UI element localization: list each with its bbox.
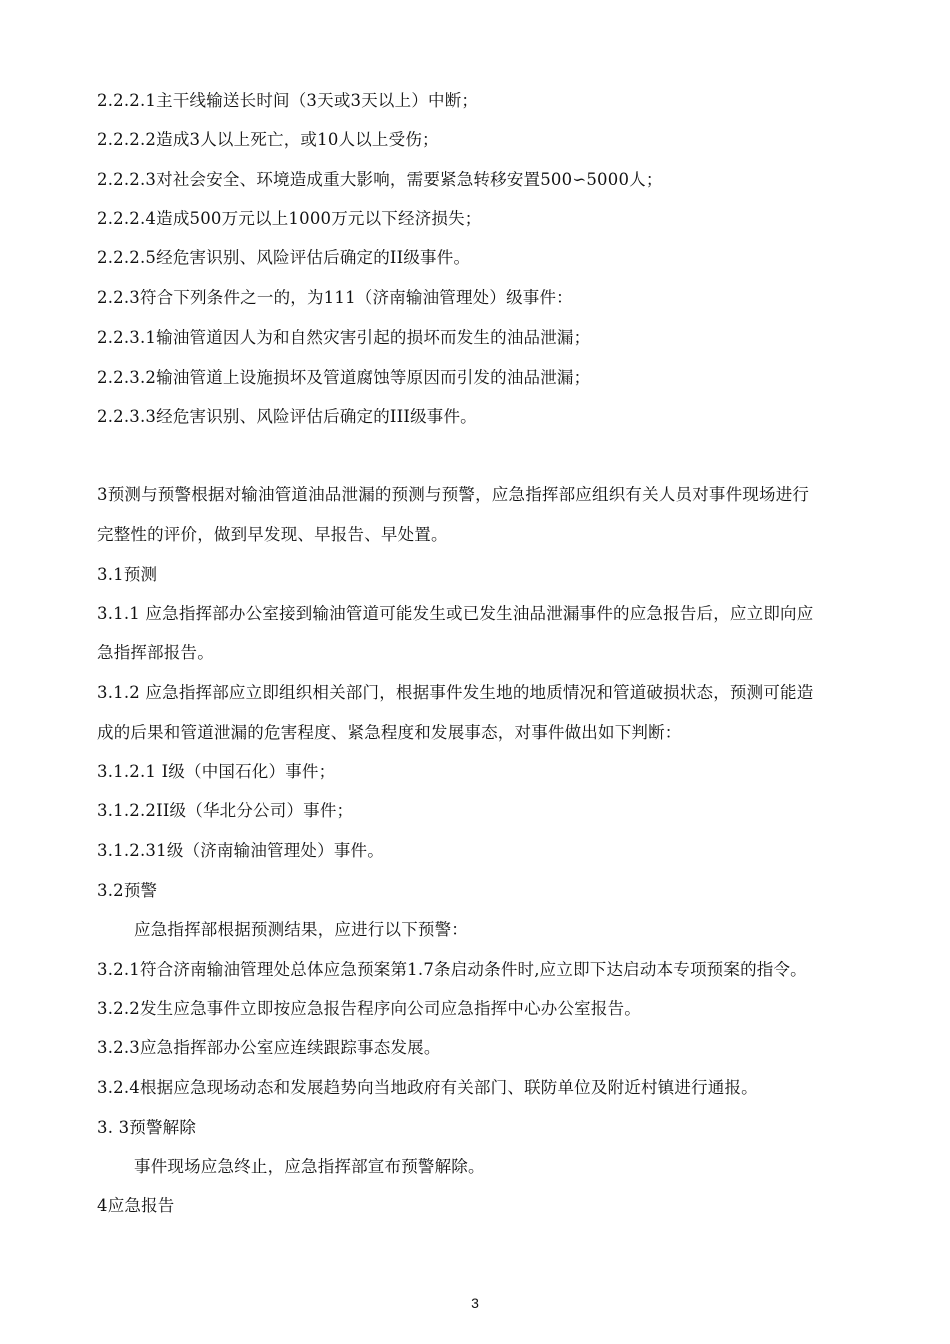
- text-line: 3预测与预警根据对输油管道油品泄漏的预测与预警，应急指挥部应组织有关人员对事件现场进行: [97, 485, 810, 504]
- text-line: 2.2.2.4造成500万元以上1000万元以下经济损失；: [97, 209, 482, 228]
- text-line: 3.1.1 应急指挥部办公室接到输油管道可能发生或已发生油品泄漏事件的应急报告后，应立即向应: [97, 604, 814, 623]
- text-line: 完整性的评价，做到早发现、早报告、早处置。: [97, 525, 448, 544]
- text-line: 3.2.1符合济南输油管理处总体应急预案第1.7条启动条件时,应立即下达启动本专项预案的指令。: [97, 960, 807, 979]
- text-line: 2.2.2.3对社会安全、环境造成重大影响，需要紧急转移安置500∽5000人；: [97, 170, 663, 189]
- text-line: 3.1.2 应急指挥部应立即组织相关部门，根据事件发生地的地质情况和管道破损状态，预测可能造: [97, 683, 814, 702]
- text-line: 2.2.2.2造成3人以上死亡，或10人以上受伤；: [97, 130, 439, 149]
- text-line: 3.2.4根据应急现场动态和发展趋势向当地政府有关部门、联防单位及附近村镇进行通报。: [97, 1078, 758, 1097]
- text-line: 2.2.3.3经危害识别、风险评估后确定的III级事件。: [97, 407, 477, 426]
- text-line: 2.2.2.5经危害识别、风险评估后确定的II级事件。: [97, 248, 471, 267]
- section-heading: 3. 3预警解除: [97, 1118, 197, 1137]
- section-heading: 3.2预警: [97, 881, 158, 900]
- text-line: 应急指挥部根据预测结果，应进行以下预警：: [134, 920, 468, 939]
- text-line: 3.1.2.1 I级（中国石化）事件；: [97, 762, 336, 781]
- text-line: 3.1.2.2II级（华北分公司）事件；: [97, 801, 354, 820]
- section-heading: 3.1预测: [97, 565, 158, 584]
- text-line: 成的后果和管道泄漏的危害程度、紧急程度和发展事态，对事件做出如下判断：: [97, 723, 682, 742]
- text-line: 2.2.3.2输油管道上设施损坏及管道腐蚀等原因而引发的油品泄漏；: [97, 368, 591, 387]
- text-line: 3.2.3应急指挥部办公室应连续跟踪事态发展。: [97, 1038, 441, 1057]
- section-heading: 4应急报告: [97, 1196, 175, 1215]
- page-number: 3: [471, 1295, 479, 1311]
- text-line: 急指挥部报告。: [97, 643, 214, 662]
- text-line: 2.2.2.1主干线输送长时间（3天或3天以上）中断；: [97, 91, 479, 110]
- text-line: 2.2.3符合下列条件之一的，为111（济南输油管理处）级事件：: [97, 288, 573, 307]
- text-line: 3.1.2.31级（济南输油管理处）事件。: [97, 841, 384, 860]
- text-line: 2.2.3.1输油管道因人为和自然灾害引起的损坏而发生的油品泄漏；: [97, 328, 591, 347]
- text-line: 3.2.2发生应急事件立即按应急报告程序向公司应急指挥中心办公室报告。: [97, 999, 641, 1018]
- text-line: 事件现场应急终止，应急指挥部宣布预警解除。: [134, 1157, 485, 1176]
